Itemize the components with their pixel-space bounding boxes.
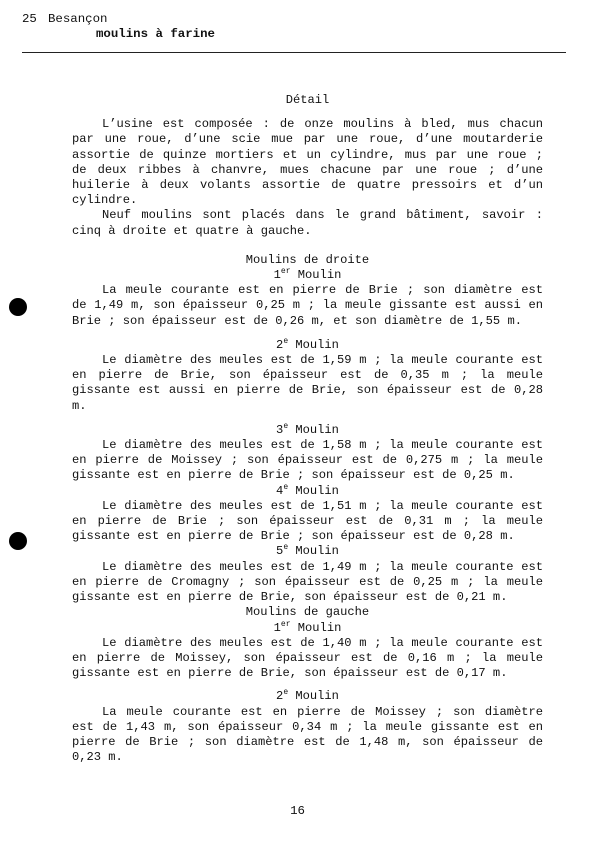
mill-heading	[72, 423, 543, 438]
group-title: Moulins de gauche	[245, 605, 370, 620]
mill-paragraph: Le diamètre des meules est de 1,59 m ; la meule courante est en pierre de Brie, son épaisseur est de 0,35 m ; la meule gissante est aussi en pierre de Brie, son épaisseur est de 0,28 m.	[72, 353, 543, 413]
mill-label: Moulin	[295, 422, 339, 437]
header-city: Besançon	[48, 12, 108, 26]
mill-label: Moulin	[297, 268, 342, 283]
mill-paragraph: Le diamètre des meules est de 1,51 m ; la meule courante est en pierre de Brie ; son épaisseur est de 0,31 m ; la meule gissante est en pierre de Brie ; son épaisseur est de 0,28 m.	[72, 498, 543, 544]
header-number: 25	[22, 12, 37, 26]
page-number: 16	[290, 804, 305, 818]
intro-paragraph: Neuf moulins sont placés dans le grand bâtiment, savoir : cinq à droite et quatre à gauche.	[72, 208, 543, 238]
mill-label: Moulin	[295, 544, 339, 559]
mill-ordinal: e	[283, 336, 289, 346]
group-title: Moulins de droite	[245, 252, 370, 267]
mill-paragraph: La meule courante est en pierre de Moissey ; son diamètre est de 1,43 m, son épaisseur 0,34 m ; la meule gissante est en pierre de Brie ; son diamètre est de 1,48 m, son épaisseur de 0,23 m.	[72, 704, 543, 765]
mill-number: 5	[276, 544, 284, 559]
mill-paragraph: Le diamètre des meules est de 1,49 m ; la meule courante est en pierre de Cromagny ; son épaisseur est de 0,25 m ; la meule gissante est en pierre de Brie, son épaisseur est de 0,21 m.	[72, 559, 543, 605]
mill-ordinal: er	[280, 619, 291, 629]
mill-ordinal: e	[283, 688, 289, 698]
mill-heading	[72, 268, 543, 283]
mill-label: Moulin	[297, 620, 342, 635]
document-body	[72, 93, 543, 765]
mill-heading	[72, 621, 543, 636]
header-rule	[22, 52, 566, 53]
mill-number: 4	[276, 483, 284, 498]
mill-ordinal: e	[283, 543, 289, 553]
mill-paragraph: La meule courante est en pierre de Brie ; son diamètre est de 1,49 m, son épaisseur 0,25 m ; la meule gissante est aussi en Brie ; son épaisseur est de 0,26 m, et son diamètre de 1,55 m.	[72, 283, 543, 328]
mill-heading	[72, 484, 543, 499]
mill-label: Moulin	[295, 483, 339, 498]
mill-number: 3	[276, 422, 284, 437]
mill-paragraph: Le diamètre des meules est de 1,58 m ; la meule courante est en pierre de Moissey ; son épaisseur est de 0,275 m ; la meule gissante est en pierre de Brie ; son épaisseur est de 0,25 m.	[72, 438, 543, 483]
mill-label: Moulin	[295, 689, 339, 704]
mill-number: 1	[273, 268, 281, 283]
header-subtitle: moulins à farine	[96, 27, 215, 41]
mill-heading	[72, 689, 543, 704]
binder-hole	[9, 532, 27, 550]
mill-label: Moulin	[295, 337, 339, 352]
intro-paragraph: L’usine est composée : de onze moulins à bled, mus chacun par une roue, d’une scie mue par une roue, d’une moutarderie assortie de quinze mortiers et un cylindre, mus par une roue ; de deux ribbes à chanvre, mues chacune par une roue ; d’une huilerie à deux volants assortie de quatre pressoirs et d’un cylindre.	[72, 117, 543, 208]
mill-ordinal: e	[283, 421, 289, 431]
mill-heading	[72, 544, 543, 559]
mill-ordinal: e	[283, 482, 289, 492]
mill-heading	[72, 338, 543, 353]
binder-hole	[9, 298, 27, 316]
section-title: Détail	[285, 93, 330, 107]
mill-paragraph: Le diamètre des meules est de 1,40 m ; la meule courante est en pierre de Moissey, son épaisseur est de 0,16 m ; la meule gissante est en pierre de Brie, son épaisseur est de 0,17 m.	[72, 635, 543, 681]
mill-number: 2	[276, 337, 284, 352]
mill-number: 2	[276, 689, 284, 704]
mill-ordinal: er	[280, 267, 291, 276]
mill-number: 1	[273, 620, 281, 635]
